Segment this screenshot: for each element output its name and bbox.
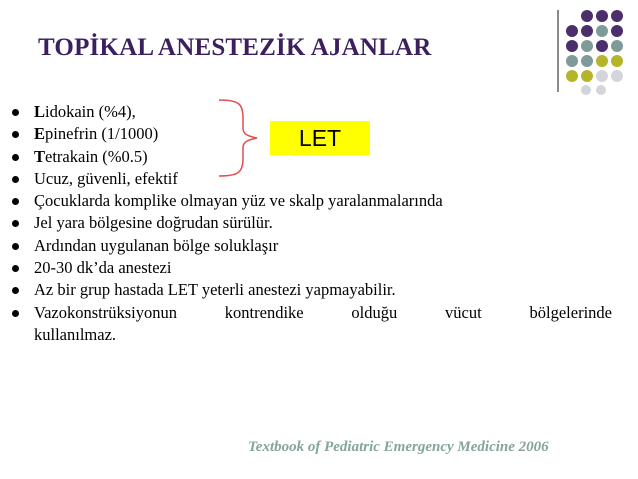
list-item-text: idokain (%4), <box>45 102 136 121</box>
decor-dot <box>566 40 578 52</box>
list-item-text: etrakain (%0.5) <box>45 146 148 166</box>
list-item <box>12 101 612 123</box>
list-item <box>12 257 612 279</box>
list-item <box>12 190 612 212</box>
list-item-text: Ucuz, güvenli, efektif <box>34 168 178 188</box>
list-item-text: kullanılmaz. <box>34 324 117 344</box>
decor-dot <box>581 10 593 22</box>
bullet-dot <box>12 310 19 317</box>
decor-dot <box>611 10 623 22</box>
list-item-continuation <box>12 324 612 346</box>
list-item-text: Jel yara bölgesine doğrudan sürülür. <box>34 213 273 233</box>
decor-dot <box>581 55 593 67</box>
decor-dot <box>611 70 623 82</box>
bullet-dot <box>12 243 19 250</box>
decor-dot <box>581 85 591 95</box>
decor-dot <box>611 25 623 37</box>
list-item <box>12 212 612 234</box>
decor-dot <box>566 70 578 82</box>
list-item-text: Az bir grup hastada LET yeterli anestezi yapmayabilir. <box>34 280 396 300</box>
acronym-letter: E <box>34 124 46 144</box>
decor-dot <box>596 40 608 52</box>
bullet-dot <box>12 265 19 272</box>
list-item-text: pinefrin (1/1000) <box>45 124 159 144</box>
list-item <box>12 235 612 257</box>
decor-dot <box>596 85 606 95</box>
bullet-dot <box>12 176 19 183</box>
list-item <box>12 168 612 190</box>
bullet-dot <box>12 109 19 116</box>
decor-dot <box>581 25 593 37</box>
acronym-letter: T <box>34 146 46 166</box>
grouping-brace-icon <box>217 98 277 178</box>
slide-title: TOPİKAL ANESTEZİK AJANLAR <box>38 34 432 61</box>
decor-dot <box>596 10 608 22</box>
list-item-text: Vazokonstrüksiyonun kontrendike olduğu vücut bölgelerinde <box>34 302 612 322</box>
decor-dot <box>596 55 608 67</box>
decor-dot <box>566 55 578 67</box>
decor-dot <box>581 70 593 82</box>
bullet-dot <box>12 154 19 161</box>
citation: Textbook of Pediatric Emergency Medicine 2006 <box>248 439 549 455</box>
list-item <box>12 302 612 324</box>
title-divider-line <box>557 10 559 92</box>
decor-dot <box>611 40 623 52</box>
let-highlight-label: LET <box>270 121 370 155</box>
acronym-letter: L <box>34 102 46 121</box>
bullet-dot <box>12 287 19 294</box>
decorative-dot-grid <box>566 10 636 92</box>
decor-dot <box>581 40 593 52</box>
bullet-dot <box>12 220 19 227</box>
list-item-text: 20-30 dk’da anestezi <box>34 258 172 278</box>
list-item-text: Ardından uygulanan bölge soluklaşır <box>34 235 279 255</box>
list-item-text: Çocuklarda komplike olmayan yüz ve skalp yaralanmalarında <box>34 191 443 211</box>
list-item <box>12 279 612 301</box>
decor-dot <box>596 70 608 82</box>
bullet-dot <box>12 198 19 205</box>
decor-dot <box>611 55 623 67</box>
decor-dot <box>566 25 578 37</box>
decor-dot <box>596 25 608 37</box>
bullet-dot <box>12 131 19 138</box>
